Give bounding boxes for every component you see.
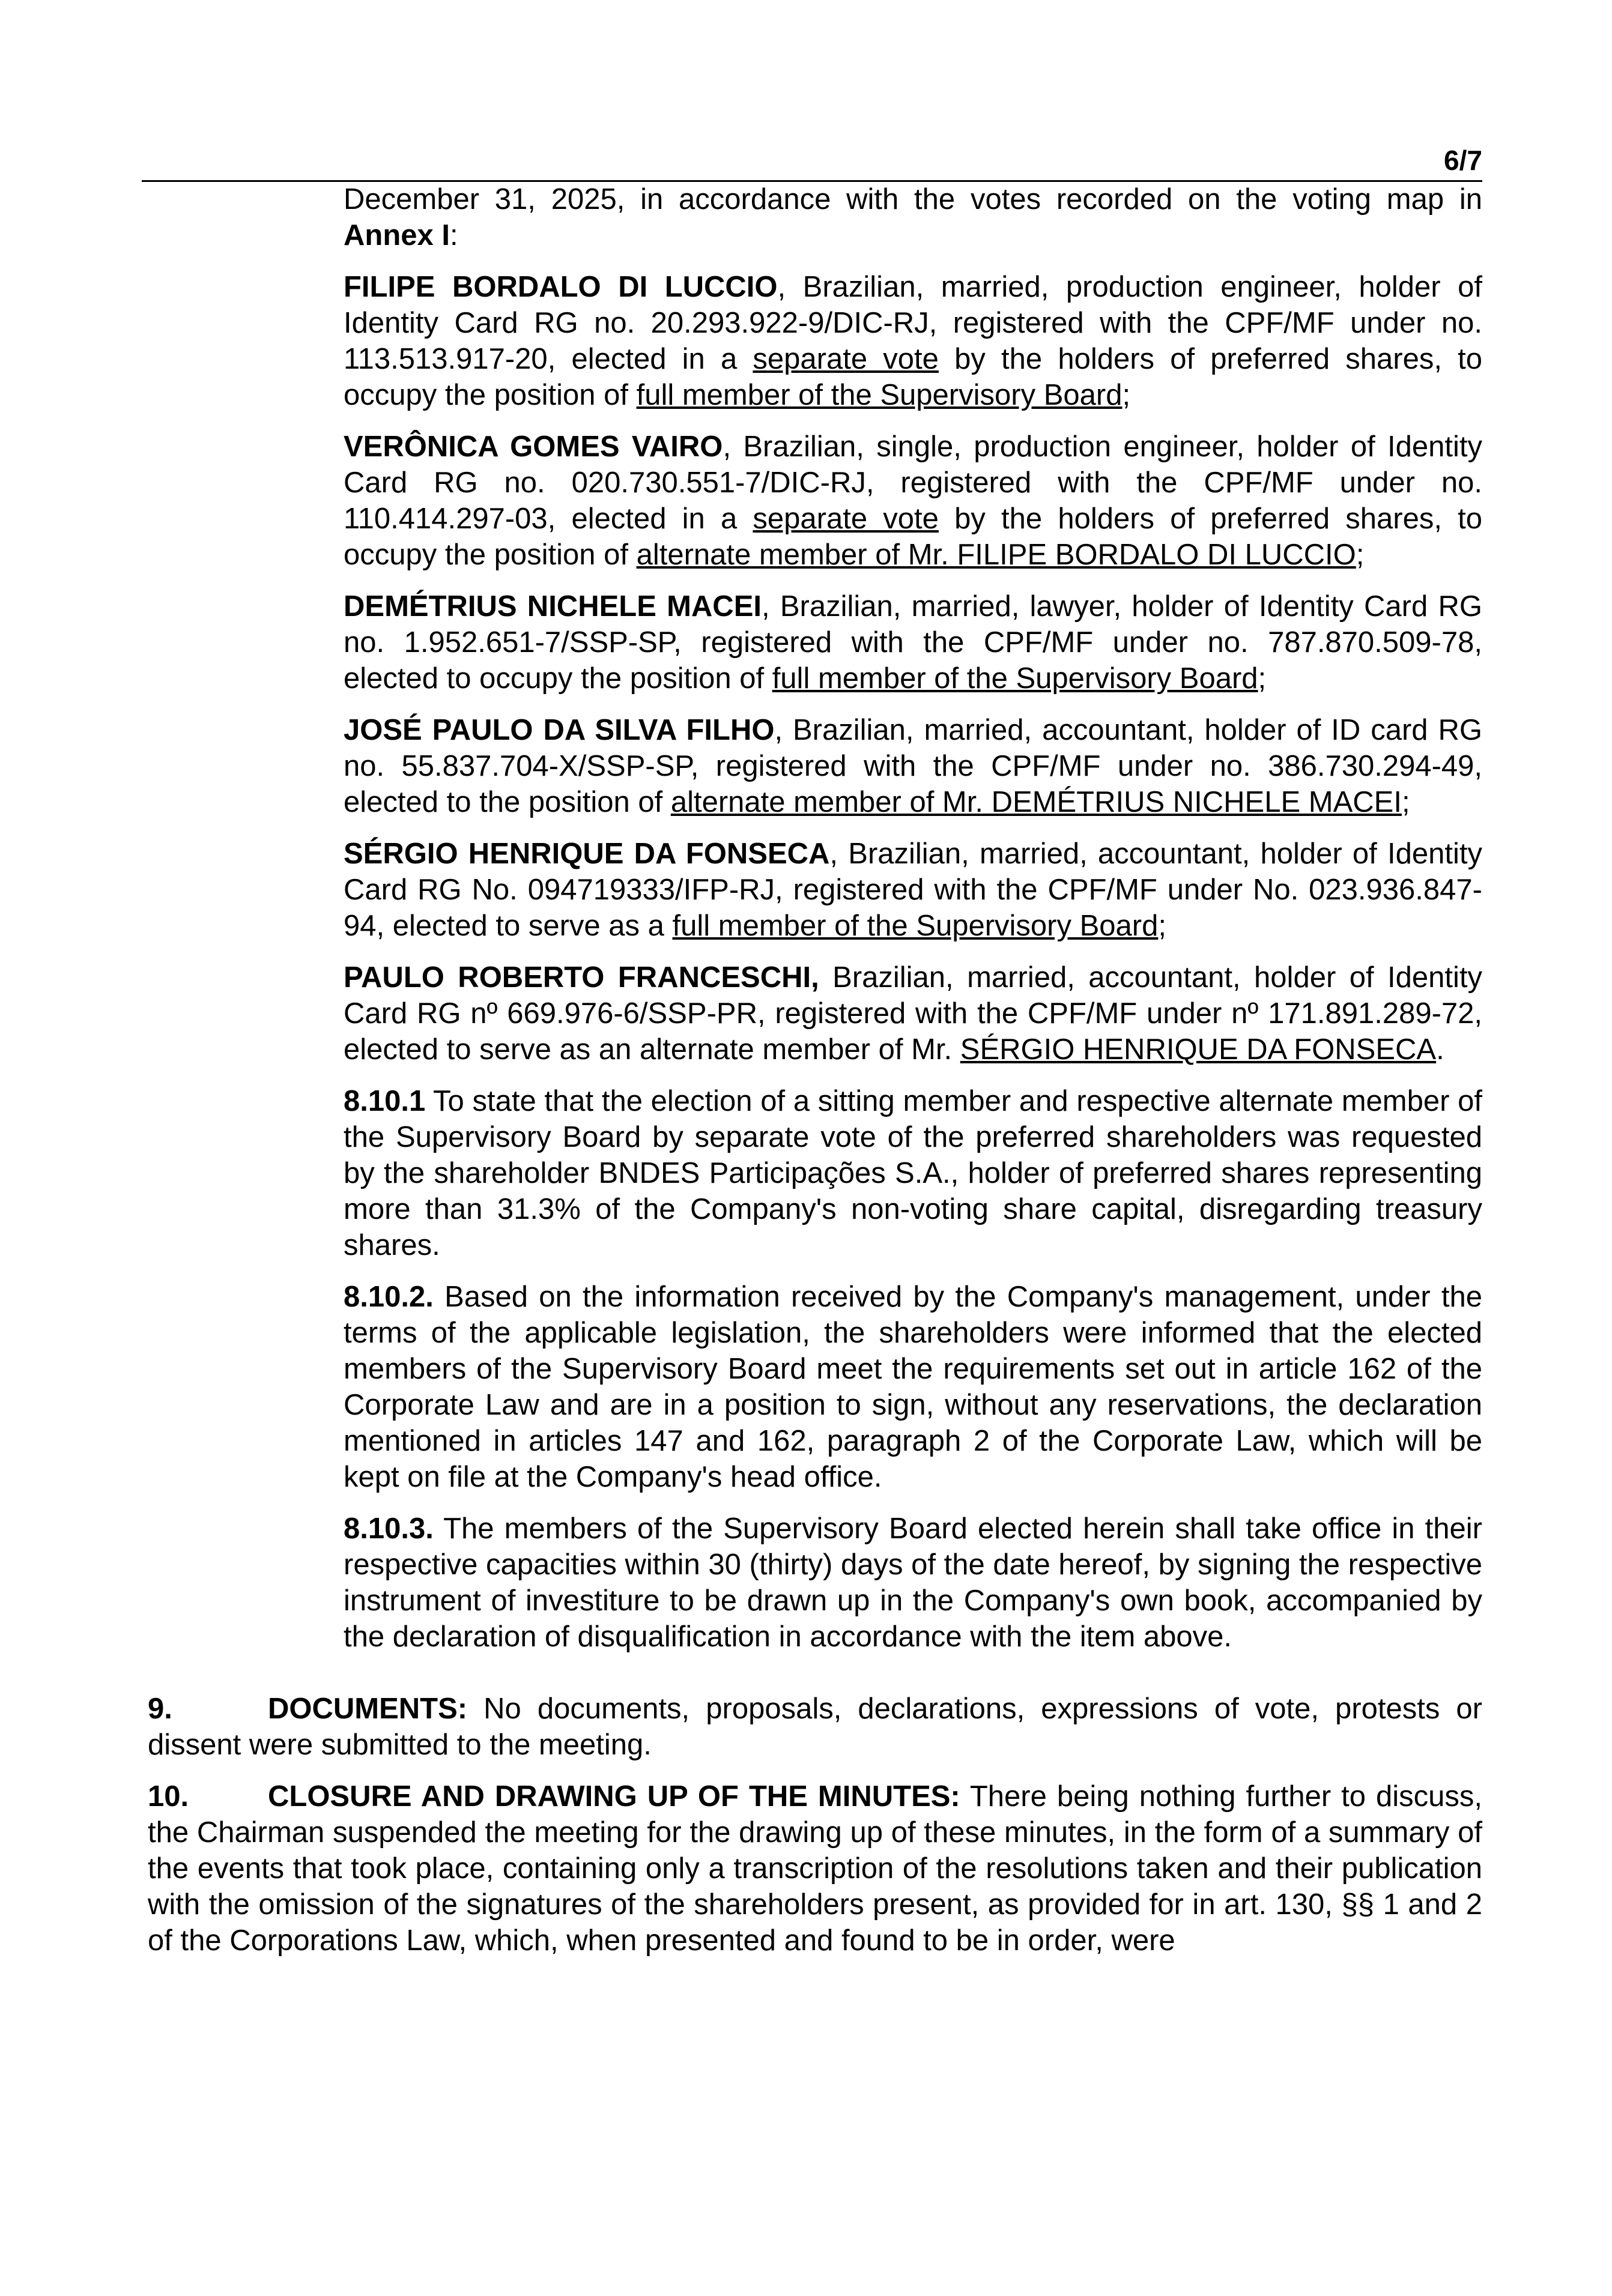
intro-colon: : — [449, 219, 458, 252]
item-text: To state that the election of a sitting member and respective alternate member of the Supervisory Board by separate vote of the preferred shareholders was requested by the shareholder BNDES Participações S.A., holder of preferred shares representing more than 31.3% of the Company's non-voting share capital, disregarding treasury shares. — [344, 1085, 1482, 1261]
section-paragraph — [148, 1691, 1482, 1763]
member-vote-type: separate vote — [753, 343, 939, 375]
full-width-content — [148, 1691, 1482, 1974]
member-name: VERÔNICA GOMES VAIRO — [344, 431, 723, 463]
section-title: CLOSURE AND DRAWING UP OF THE MINUTES: — [268, 1780, 960, 1813]
item-text: The members of the Supervisory Board elected herein shall take office in their respective capacities within 30 (thirty) days of the date hereof, by signing the respective instrument of investiture to be drawn up in the Company's own book, accompanied by the declaration of disqualification in accordance with the item above. — [344, 1512, 1482, 1653]
section-title: DOCUMENTS: — [268, 1693, 468, 1725]
section-text: No documents, proposals, declarations, expressions of vote, protests or dissent were submitted to the meeting. — [148, 1693, 1482, 1761]
member-paragraph — [344, 712, 1482, 820]
section-number: 10. — [148, 1780, 189, 1813]
item-text: Based on the information received by the Company's management, under the terms of the applicable legislation, the shareholders were informed that the elected members of the Supervisory Board meet the requirements set out in article 162 of the Corporate Law and are in a position to sign, without any reservations, the declaration mentioned in articles 147 and 162, paragraph 2 of the Corporate Law, which will be kept on file at the Company's head office. — [344, 1281, 1482, 1493]
member-name: FILIPE BORDALO DI LUCCIO — [344, 271, 778, 303]
member-name: SÉRGIO HENRIQUE DA FONSECA — [344, 838, 830, 870]
member-text: by the holders of preferred shares, to occupy the position of — [344, 343, 1483, 411]
item-paragraph — [344, 1511, 1482, 1655]
member-text: by the holders of preferred shares, to occupy the position of — [344, 503, 1483, 571]
member-vote-type: separate vote — [753, 503, 939, 535]
section-paragraph — [148, 1778, 1482, 1959]
member-end: ; — [1401, 786, 1410, 818]
annex-reference: Annex I — [344, 219, 450, 252]
member-end: ; — [1122, 379, 1131, 411]
member-name: JOSÉ PAULO DA SILVA FILHO — [344, 714, 775, 746]
member-paragraph — [344, 588, 1482, 696]
member-position: full member of the Supervisory Board — [636, 379, 1123, 411]
indented-content — [344, 181, 1482, 1670]
section-number: 9. — [148, 1693, 172, 1725]
member-paragraph — [344, 836, 1482, 944]
member-text: Brazilian, married, accountant, holder of Identity Card RG nº 669.976-6/SSP-PR, registered with the CPF/MF under nº 171.891.289-72, elected to serve as an alternate member of Mr. — [344, 961, 1482, 1066]
member-paragraph — [344, 959, 1482, 1068]
item-paragraph — [344, 1083, 1482, 1263]
member-text: , Brazilian, married, production engineer, holder of Identity Card RG no. 20.293.922-9/DIC-RJ, registered with the CPF/MF under no. 113.513.917-20, elected in a — [344, 271, 1482, 375]
member-text: , Brazilian, married, accountant, holder of Identity Card RG No. 094719333/IFP-RJ, registered with the CPF/MF under No. 023.936.847-94, elected to serve as a — [344, 838, 1482, 942]
member-text: , Brazilian, married, accountant, holder of ID card RG no. 55.837.704-X/SSP-SP, registered with the CPF/MF under no. 386.730.294-49, elected to the position of — [344, 714, 1482, 818]
member-paragraph — [344, 269, 1482, 413]
item-paragraph — [344, 1279, 1482, 1495]
member-position: alternate member of Mr. DEMÉTRIUS NICHELE MACEI — [670, 786, 1402, 818]
member-end: . — [1436, 1033, 1444, 1066]
intro-text: December 31, 2025, in accordance with the votes recorded on the voting map in — [344, 183, 1482, 216]
member-position: SÉRGIO HENRIQUE DA FONSECA — [960, 1033, 1437, 1066]
member-position: alternate member of Mr. FILIPE BORDALO DI LUCCIO — [636, 539, 1356, 571]
member-end: ; — [1356, 539, 1365, 571]
member-position: full member of the Supervisory Board — [772, 662, 1258, 695]
item-number: 8.10.1 — [344, 1085, 426, 1117]
page-number: 6/7 — [1444, 145, 1482, 176]
item-number: 8.10.2. — [344, 1281, 434, 1313]
member-end: ; — [1258, 662, 1267, 695]
item-number: 8.10.3. — [344, 1512, 434, 1545]
member-paragraph — [344, 429, 1482, 573]
member-text: , Brazilian, married, lawyer, holder of Identity Card RG no. 1.952.651-7/SSP-SP, registered with the CPF/MF under no. 787.870.509-78, elected to occupy the position of — [344, 590, 1482, 695]
member-name: PAULO ROBERTO FRANCESCHI, — [344, 961, 819, 994]
member-text: , Brazilian, single, production engineer, holder of Identity Card RG no. 020.730.551-7/DIC-RJ, registered with the CPF/MF under no. 110.414.297-03, elected in a — [344, 431, 1482, 535]
member-end: ; — [1158, 910, 1166, 942]
member-position: full member of the Supervisory Board — [672, 910, 1159, 942]
section-text: There being nothing further to discuss, the Chairman suspended the meeting for the drawing up of these minutes, in the form of a summary of the events that took place, containing only a transcription of the resolutions taken and their publication with the omission of the signatures of the shareholders present, as provided for in art. 130, §§ 1 and 2 of the Corporations Law, which, when presented and found to be in order, were — [148, 1780, 1482, 1957]
member-name: DEMÉTRIUS NICHELE MACEI — [344, 590, 762, 623]
intro-paragraph — [344, 181, 1482, 253]
